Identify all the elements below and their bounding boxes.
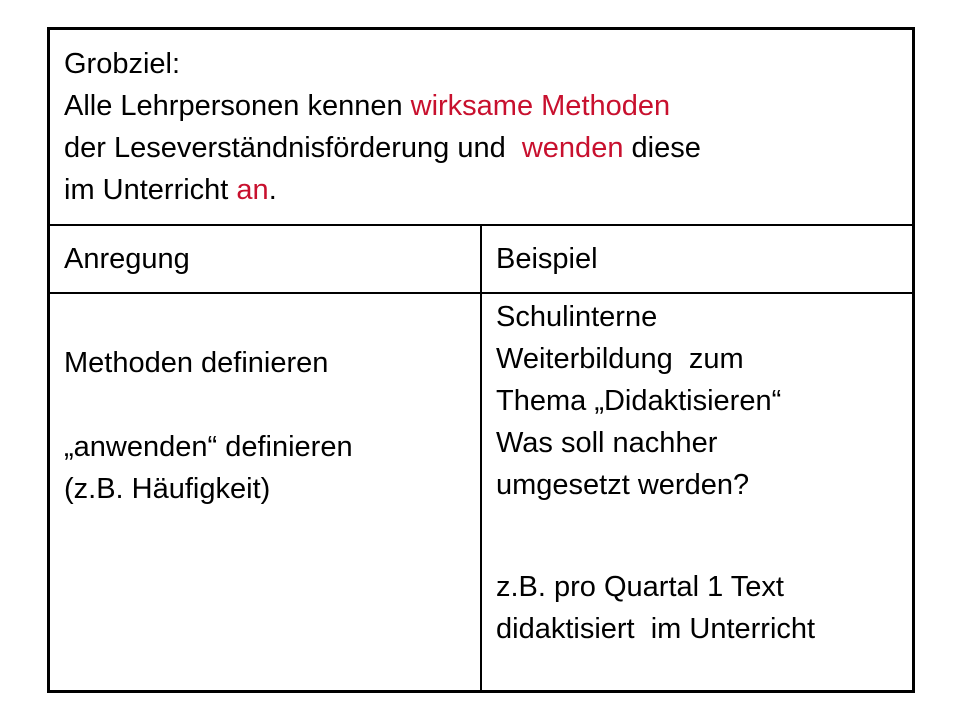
goal-line-1-prefix: Alle Lehrpersonen kennen (64, 90, 411, 122)
goal-line-2 (64, 127, 898, 169)
example-line-2: Weiterbildung zum (496, 343, 744, 375)
goal-cell (49, 29, 914, 226)
goal-heading: Grobziel: (64, 48, 181, 80)
goal-line-3 (64, 169, 898, 211)
goal-line-3-highlight: an (236, 174, 269, 206)
example-cell (481, 293, 914, 692)
example-line-3: Thema „Didaktisieren“ (496, 385, 782, 417)
example-line-7: didaktisiert im Unterricht (496, 613, 816, 645)
goal-line-2-suffix: diese (623, 132, 701, 164)
goal-line-3-suffix: . (268, 174, 277, 206)
example-line-6: z.B. pro Quartal 1 Text (496, 571, 784, 603)
column-header-example: Beispiel (481, 225, 914, 293)
goal-line-2-highlight: wenden (521, 132, 624, 164)
suggestion-item-1: Methoden definieren (64, 347, 329, 379)
suggestion-item-2 (64, 426, 466, 510)
suggestion-item-2-line-1: „anwenden“ definieren (64, 431, 353, 463)
column-header-row (49, 225, 914, 293)
example-line-4: Was soll nachher (496, 427, 718, 459)
example-block-1 (496, 296, 898, 506)
example-line-1: Schulinterne (496, 301, 658, 333)
content-row (49, 293, 914, 692)
goal-line-1-highlight: wirksame Methoden (410, 90, 671, 122)
column-header-suggestion: Anregung (49, 225, 482, 293)
suggestion-item-2-line-2: (z.B. Häufigkeit) (64, 473, 271, 505)
goal-line-2-prefix: der Leseverständnisförderung und (64, 132, 522, 164)
suggestion-cell (49, 293, 482, 692)
goal-row (49, 29, 914, 226)
example-block-2 (496, 566, 898, 650)
goal-line-1 (64, 85, 898, 127)
goal-line-3-prefix: im Unterricht (64, 174, 237, 206)
example-line-5: umgesetzt werden? (496, 469, 750, 501)
goal-table (47, 27, 915, 693)
